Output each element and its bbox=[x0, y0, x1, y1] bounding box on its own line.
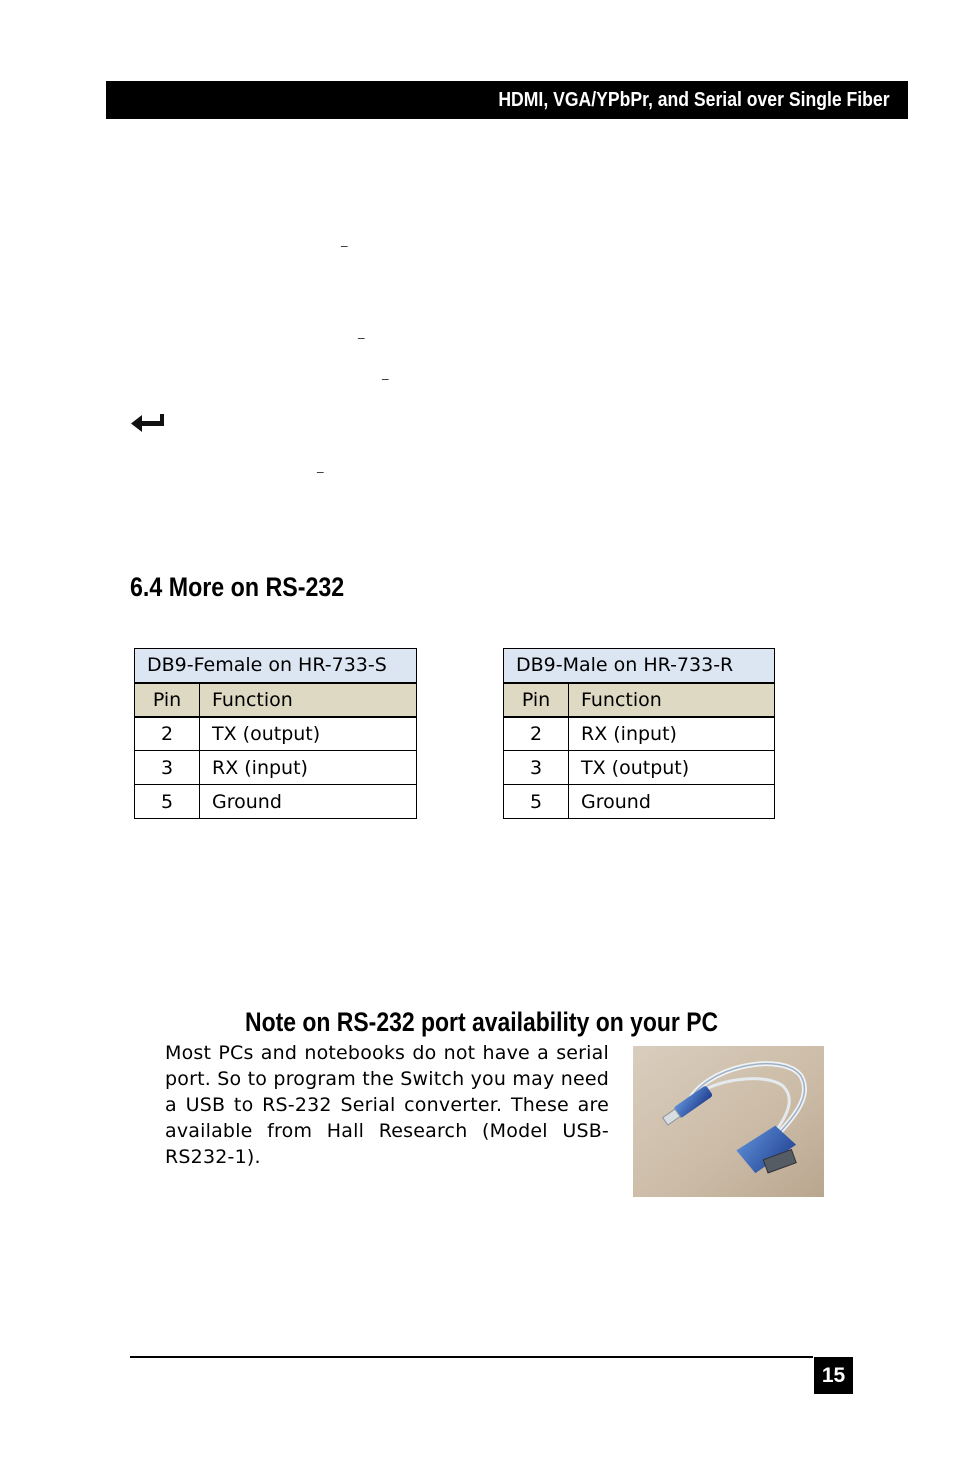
note-title: Note on RS-232 port availability on your PC bbox=[245, 1007, 719, 1037]
db9-female-table bbox=[134, 648, 417, 819]
function-cell: RX (input) bbox=[569, 717, 775, 751]
table-row bbox=[135, 717, 417, 751]
function-cell: RX (input) bbox=[200, 751, 417, 785]
column-header-pin: Pin bbox=[504, 683, 569, 717]
table-row bbox=[504, 751, 775, 785]
enter-key-icon bbox=[129, 411, 167, 435]
table-caption: DB9-Male on HR-733-R bbox=[504, 649, 775, 683]
pin-cell: 2 bbox=[135, 717, 200, 751]
pin-cell: 3 bbox=[135, 751, 200, 785]
page-number: 15 bbox=[814, 1357, 853, 1394]
header-bar bbox=[106, 81, 908, 119]
usb-serial-cable-photo bbox=[633, 1046, 824, 1197]
footer-rule bbox=[130, 1356, 813, 1358]
section-title: 6.4 More on RS-232 bbox=[130, 572, 345, 602]
function-cell: Ground bbox=[200, 785, 417, 819]
table-row bbox=[504, 717, 775, 751]
table-caption: DB9-Female on HR-733-S bbox=[135, 649, 417, 683]
header-title: HDMI, VGA/YPbPr, and Serial over Single Fiber bbox=[498, 89, 890, 111]
blank-dash-3: _ bbox=[382, 366, 389, 381]
note-body: Most PCs and notebooks do not have a serial port. So to program the Switch you may need a USB to RS-232 Serial converter. These are available from Hall Research (Model USB-RS232-1). bbox=[165, 1042, 609, 1168]
column-header-function: Function bbox=[200, 683, 417, 717]
pin-cell: 5 bbox=[135, 785, 200, 819]
blank-dash-4: _ bbox=[317, 459, 324, 474]
table-row bbox=[135, 751, 417, 785]
column-header-function: Function bbox=[569, 683, 775, 717]
function-cell: Ground bbox=[569, 785, 775, 819]
function-cell: TX (output) bbox=[200, 717, 417, 751]
blank-dash-2: _ bbox=[358, 325, 365, 340]
column-header-pin: Pin bbox=[135, 683, 200, 717]
table-row bbox=[135, 785, 417, 819]
db9-male-table bbox=[503, 648, 775, 819]
blank-dash-1: _ bbox=[341, 233, 348, 248]
pin-cell: 5 bbox=[504, 785, 569, 819]
function-cell: TX (output) bbox=[569, 751, 775, 785]
pin-cell: 3 bbox=[504, 751, 569, 785]
table-row bbox=[504, 785, 775, 819]
pin-cell: 2 bbox=[504, 717, 569, 751]
